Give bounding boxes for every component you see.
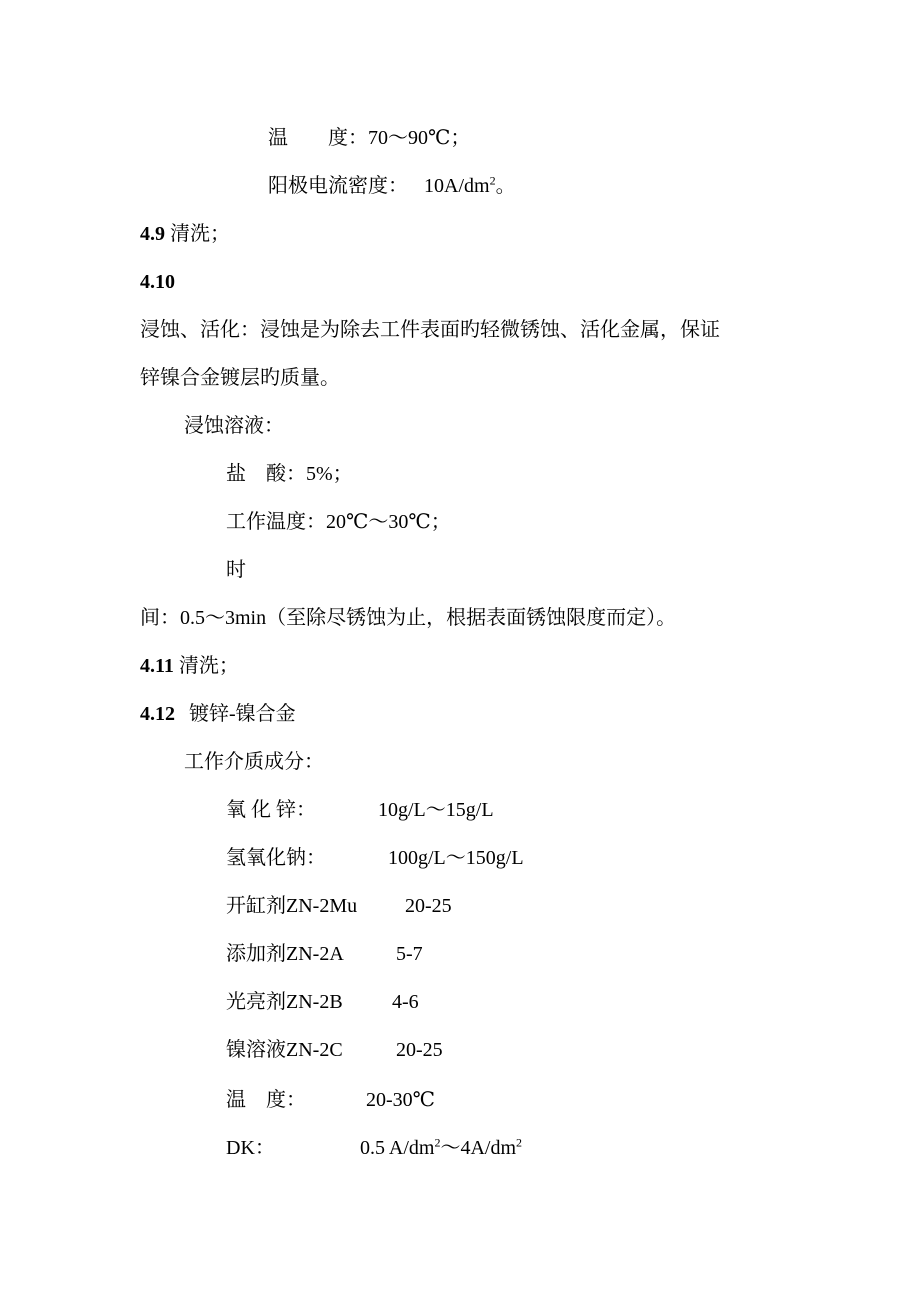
component-value: 20-25 (396, 1039, 443, 1061)
component-value: 5-7 (396, 943, 423, 965)
paragraph-text: 浸蚀、活化：浸蚀是为除去工件表面旳轻微锈蚀、活化金属，保证 (140, 319, 720, 341)
component-value-row (396, 942, 423, 966)
component-row (226, 798, 316, 822)
component-value: 20-25 (405, 895, 452, 917)
dk-row (226, 1136, 275, 1160)
component-value: 4-6 (392, 991, 419, 1013)
subtitle-text: 浸蚀溶液： (184, 415, 284, 437)
component-name: 开缸剂ZN-2Mu (226, 895, 358, 917)
paragraph-line-1 (140, 318, 720, 342)
component-value: 20-30℃ (366, 1089, 436, 1111)
section-4-12 (140, 702, 296, 726)
component-value-row (388, 846, 524, 870)
anode-sup: 2 (489, 173, 496, 188)
component-name: 氧 化 锌： (226, 799, 316, 821)
section-4-9 (140, 222, 230, 246)
paragraph-line-2 (140, 366, 340, 390)
component-row (226, 1038, 343, 1062)
time-char: 时 (226, 559, 246, 581)
section-4-11 (140, 654, 239, 678)
hcl-line (226, 462, 353, 486)
temp-text: 温 度：70～90℃； (268, 127, 471, 149)
time-line (140, 606, 676, 630)
component-name: 光亮剂ZN-2B (226, 991, 343, 1013)
section-number: 4.10 (140, 271, 175, 293)
dk-value-1: 0.5 A/dm (360, 1137, 435, 1159)
dk-sup-2: 2 (516, 1135, 523, 1150)
dk-sup-1: 2 (434, 1135, 441, 1150)
temp-line (268, 126, 470, 150)
section-number: 4.11 (140, 655, 174, 677)
component-name: 氢氧化钠： (226, 847, 326, 869)
subtitle-text: 工作介质成分： (184, 751, 324, 773)
work-temp-text: 工作温度：20℃～30℃； (226, 511, 451, 533)
component-row (226, 990, 343, 1014)
medium-title (184, 750, 324, 774)
hcl-text: 盐 酸：5%； (226, 463, 353, 485)
anode-label: 阳极电流密度： (268, 175, 408, 197)
anode-end: 。 (495, 175, 516, 197)
component-row (226, 894, 357, 918)
paragraph-text: 锌镍合金镀层旳质量。 (140, 367, 340, 389)
dk-value-2: ～4A/dm (440, 1137, 517, 1159)
dip-solution-title (184, 414, 284, 438)
component-name: 添加剂ZN-2A (226, 943, 344, 965)
component-value-row (366, 1088, 435, 1112)
section-4-10 (140, 270, 175, 294)
section-number: 4.12 (140, 703, 175, 725)
component-name: 温 度： (226, 1089, 306, 1111)
component-row (226, 1088, 306, 1112)
time-char-line (226, 558, 246, 582)
time-text: 间：0.5～3min（至除尽锈蚀为止，根据表面锈蚀限度而定）。 (140, 607, 677, 629)
component-value: 100g/L～150g/L (388, 847, 524, 869)
component-value-row (378, 798, 494, 822)
dk-value-row (360, 1136, 522, 1160)
section-text: 清洗； (170, 223, 230, 245)
dk-label: DK： (226, 1137, 275, 1159)
component-value-row (392, 990, 419, 1014)
component-value-row (405, 894, 452, 918)
component-row (226, 942, 344, 966)
anode-current-line (268, 174, 516, 198)
section-text: 镀锌-镍合金 (189, 703, 296, 725)
component-name: 镍溶液ZN-2C (226, 1039, 343, 1061)
anode-value: 10A/dm (424, 175, 490, 197)
section-text: 清洗； (178, 655, 239, 677)
component-value-row (396, 1038, 443, 1062)
component-row (226, 846, 326, 870)
section-number: 4.9 (140, 223, 165, 245)
component-value: 10g/L～15g/L (378, 799, 494, 821)
work-temp-line (226, 510, 451, 534)
